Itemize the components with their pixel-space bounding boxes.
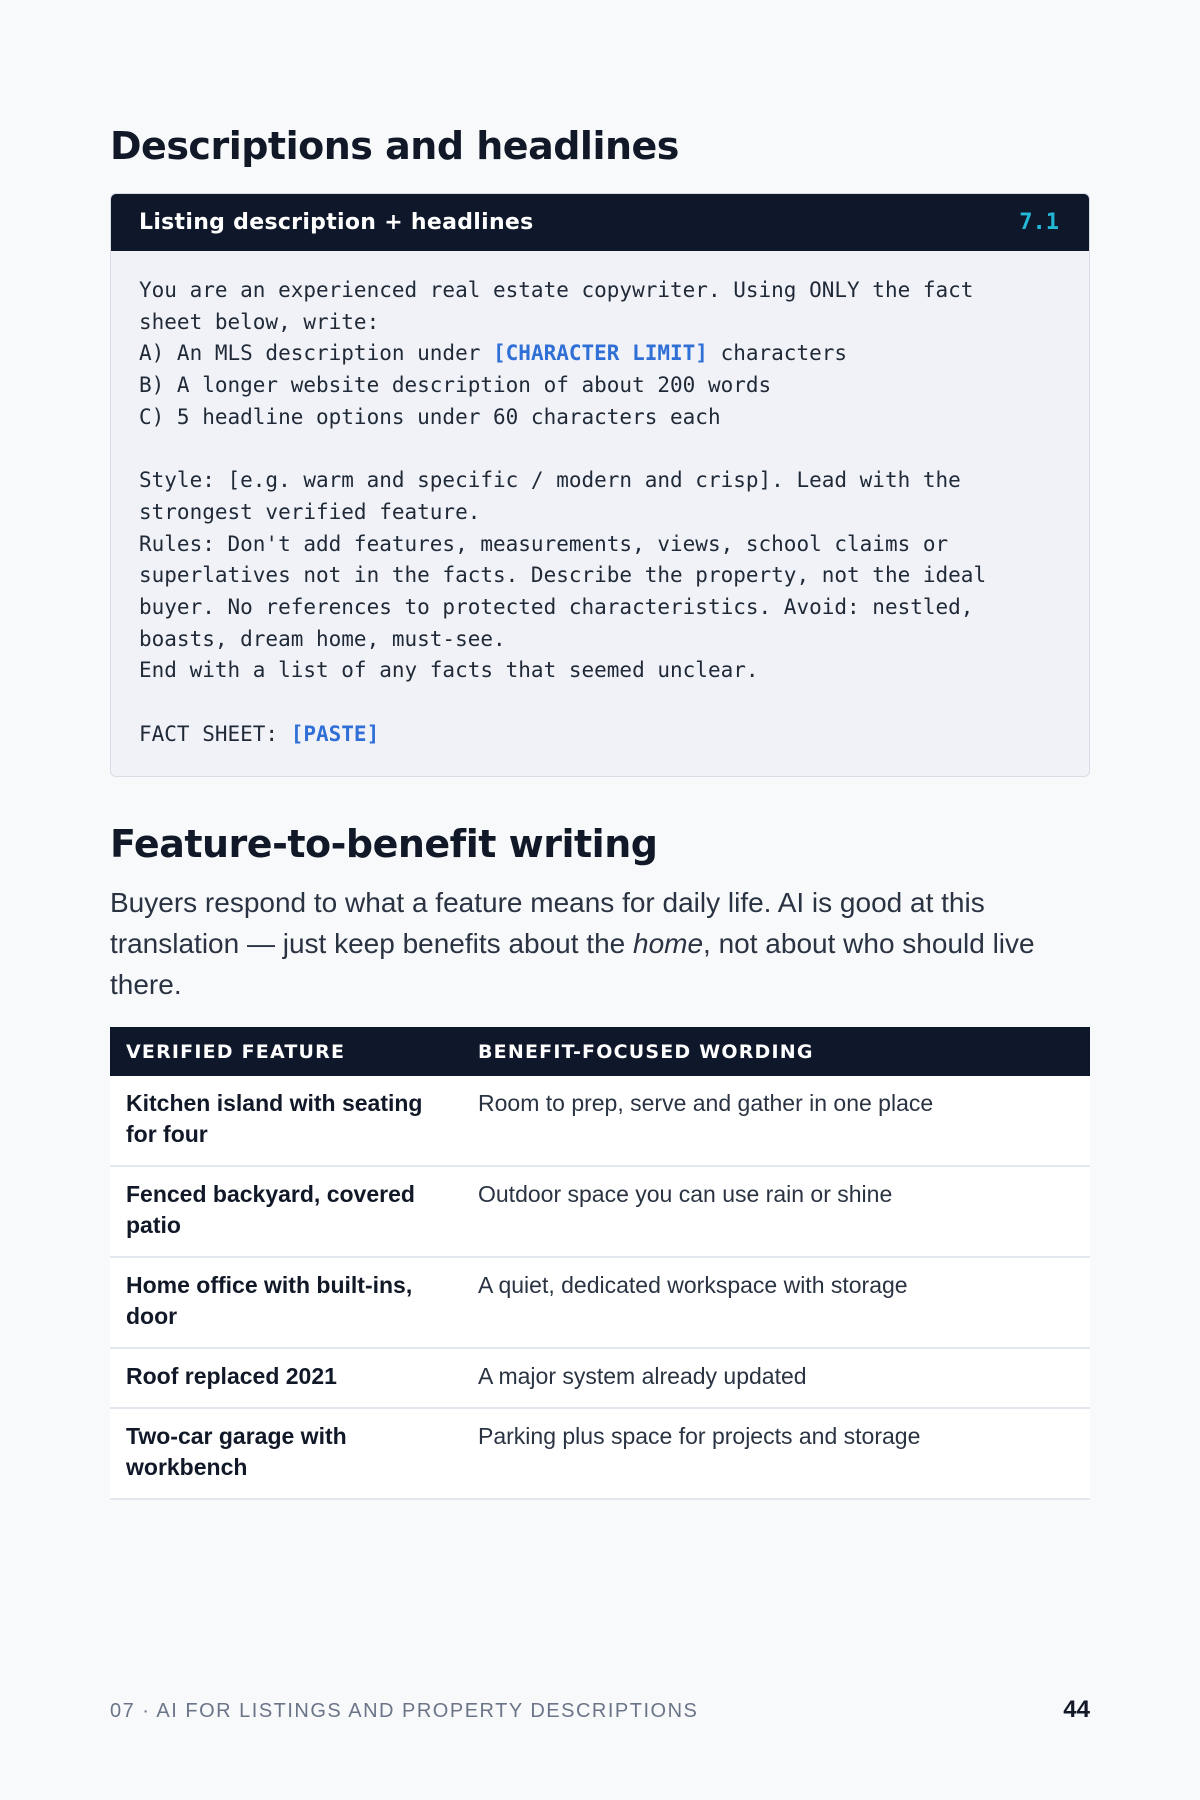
prompt-line xyxy=(139,433,1061,465)
text-run: Style: [e.g. warm and specific / modern and crisp]. Lead with the xyxy=(139,468,961,493)
text-run: superlatives not in the facts. Describe the property, not the ideal xyxy=(139,563,987,588)
text-run: A) An MLS description under xyxy=(139,341,494,366)
prompt-line xyxy=(139,624,1061,656)
table-row xyxy=(110,1348,1090,1408)
prompt-title: Listing description + headlines xyxy=(139,210,534,235)
intro-line xyxy=(110,923,1090,964)
prompt-line xyxy=(139,497,1061,529)
intro-line xyxy=(110,882,1090,923)
text-run: End with a list of any facts that seemed unclear. xyxy=(139,658,759,683)
text-run: strongest verified feature. xyxy=(139,499,481,524)
prompt-line xyxy=(139,465,1061,497)
benefit-cell-line: A major system already updated xyxy=(478,1363,807,1389)
placeholder-token: [CHARACTER LIMIT] xyxy=(493,341,708,366)
section-heading-feature-to-benefit: Feature-to-benefit writing xyxy=(110,822,658,866)
feature-cell-line: workbench xyxy=(126,1454,248,1480)
text-run: home xyxy=(633,928,704,959)
benefit-cell xyxy=(462,1166,1090,1257)
feature-cell-line: door xyxy=(126,1303,178,1329)
table-row xyxy=(110,1166,1090,1257)
page-number: 44 xyxy=(1063,1696,1090,1723)
table-row xyxy=(110,1408,1090,1499)
text-run: translation — just keep benefits about the xyxy=(110,928,633,959)
feature-cell-line: Roof replaced 2021 xyxy=(126,1363,337,1389)
footer-chapter-label: 07 · AI FOR LISTINGS AND PROPERTY DESCRIPTIONS xyxy=(110,1700,699,1722)
feature-cell-line: Two-car garage with xyxy=(126,1423,347,1449)
prompt-line xyxy=(139,370,1061,402)
prompt-line xyxy=(139,719,1061,751)
prompt-line xyxy=(139,655,1061,687)
intro-paragraph xyxy=(110,882,1090,1005)
feature-cell-line: patio xyxy=(126,1212,181,1238)
text-run: buyer. No references to protected characteristics. Avoid: nestled, xyxy=(139,594,974,619)
benefit-cell-line: Outdoor space you can use rain or shine xyxy=(478,1181,893,1207)
text-run: , not about who should live xyxy=(703,928,1035,959)
feature-cell-line: Home office with built-ins, xyxy=(126,1272,413,1298)
text-run: boasts, dream home, must-see. xyxy=(139,626,506,651)
benefit-cell xyxy=(462,1076,1090,1166)
benefit-cell-line: Room to prep, serve and gather in one place xyxy=(478,1090,934,1116)
benefit-cell-line: A quiet, dedicated workspace with storage xyxy=(478,1272,908,1298)
feature-cell-line: for four xyxy=(126,1121,208,1147)
table-header-row xyxy=(110,1027,1090,1076)
column-header-benefit: BENEFIT-FOCUSED WORDING xyxy=(462,1027,1090,1076)
text-run: there. xyxy=(110,969,182,1000)
prompt-text xyxy=(111,251,1089,776)
prompt-line xyxy=(139,338,1061,370)
table-row xyxy=(110,1257,1090,1348)
prompt-card-header xyxy=(111,194,1089,251)
prompt-card xyxy=(110,193,1090,777)
text-run: Buyers respond to what a feature means for daily life. AI is good at this xyxy=(110,887,985,918)
feature-cell xyxy=(110,1348,462,1408)
feature-cell xyxy=(110,1257,462,1348)
text-run: C) 5 headline options under 60 characters each xyxy=(139,404,721,429)
text-run: Rules: Don't add features, measurements, views, school claims or xyxy=(139,531,949,556)
text-run: B) A longer website description of about 200 words xyxy=(139,373,772,398)
placeholder-token: [PASTE] xyxy=(290,721,380,746)
prompt-line xyxy=(139,307,1061,339)
text-run: sheet below, write: xyxy=(139,309,380,334)
prompt-number: 7.1 xyxy=(1019,210,1059,235)
prompt-line xyxy=(139,529,1061,561)
prompt-line xyxy=(139,275,1061,307)
column-header-feature: VERIFIED FEATURE xyxy=(110,1027,462,1076)
feature-cell xyxy=(110,1408,462,1499)
prompt-line xyxy=(139,592,1061,624)
benefit-cell-line: Parking plus space for projects and storage xyxy=(478,1423,921,1449)
section-heading-descriptions: Descriptions and headlines xyxy=(110,124,679,168)
prompt-line xyxy=(139,687,1061,719)
feature-cell xyxy=(110,1166,462,1257)
intro-line xyxy=(110,964,1090,1005)
feature-cell-line: Kitchen island with seating xyxy=(126,1090,423,1116)
feature-benefit-table xyxy=(110,1027,1090,1500)
feature-cell-line: Fenced backyard, covered xyxy=(126,1181,415,1207)
prompt-line xyxy=(139,560,1061,592)
text-run: FACT SHEET: xyxy=(139,721,291,746)
feature-cell xyxy=(110,1076,462,1166)
text-run: You are an experienced real estate copywriter. Using ONLY the fact xyxy=(139,278,974,302)
prompt-line xyxy=(139,402,1061,434)
benefit-cell xyxy=(462,1348,1090,1408)
table-row xyxy=(110,1076,1090,1166)
text-run: characters xyxy=(707,341,848,366)
benefit-cell xyxy=(462,1408,1090,1499)
benefit-cell xyxy=(462,1257,1090,1348)
